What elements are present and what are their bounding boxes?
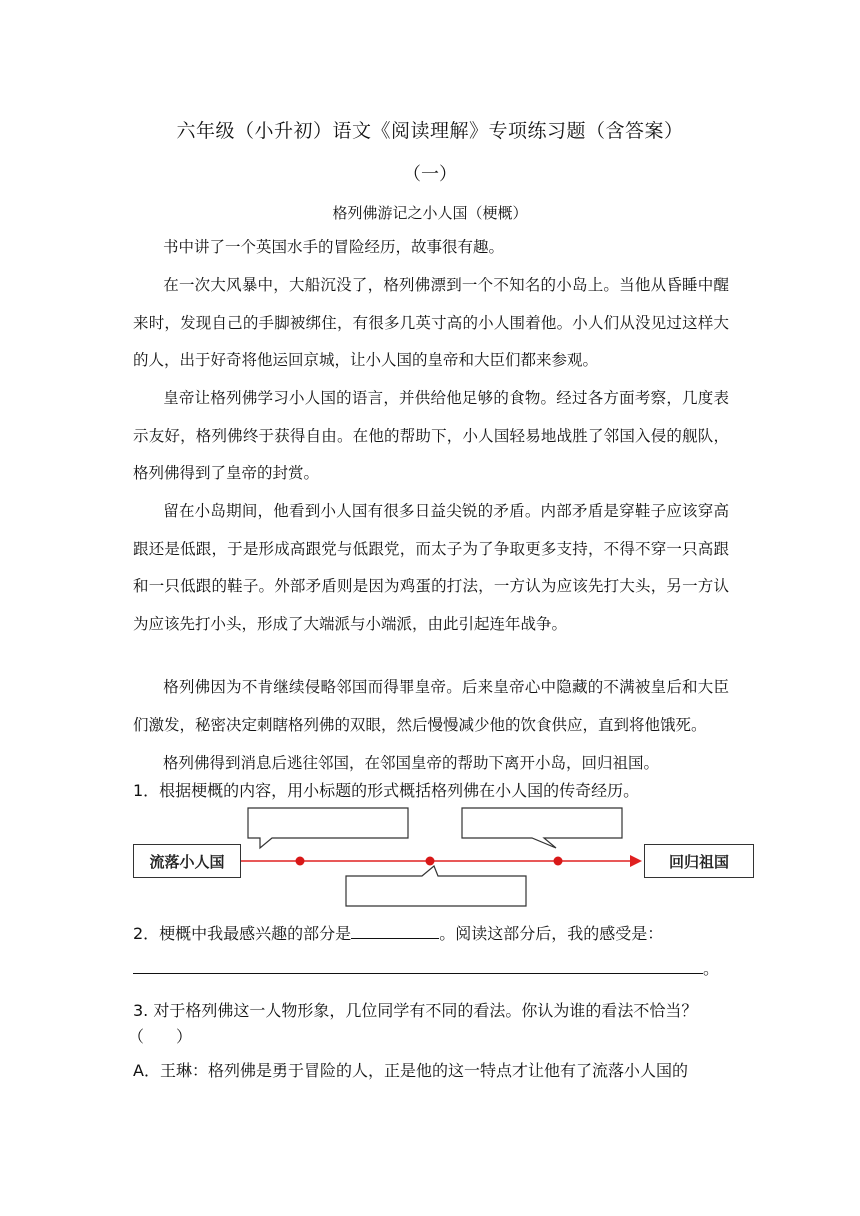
answer-box-3[interactable] [462, 808, 622, 848]
paragraph-1: 书中讲了一个英国水手的冒险经历，故事很有趣。 [163, 238, 505, 256]
answer-blank-2[interactable] [133, 955, 703, 974]
document-title: 六年级（小升初）语文《阅读理解》专项练习题（含答案） [176, 120, 684, 142]
timeline-end-label: 回归祖国 [644, 844, 754, 878]
timeline-diagram [132, 806, 756, 908]
option-a: A．王琳：格列佛是勇于冒险的人，正是他的这一特点才让他有了流落小人国的 [133, 1061, 688, 1080]
paragraph-4: 留在小岛期间，他看到小人国有很多日益尖锐的矛盾。内部矛盾是穿鞋子应该穿高跟还是低跟，于是形成高跟党与低跟党，而太子为了争取更多支持，不得不穿一只高跟和一只低跟的鞋子。外部矛盾则是因为鸡蛋的打法，一方认为应该先打大头，另一方认为应该先打小头，形成了大端派与小端派，由此引起连年战争。 [133, 502, 729, 634]
answer-blank-1[interactable] [351, 920, 439, 939]
paragraph-6: 格列佛得到消息后逃往邻国，在邻国皇帝的帮助下离开小岛，回归祖国。 [163, 754, 660, 772]
question-3: 3. 对于格列佛这一人物形象，几位同学有不同的看法。你认为谁的看法不恰当？ [133, 1001, 698, 1020]
question-1: 1．根据梗概的内容，用小标题的形式概括格列佛在小人国的传奇经历。 [133, 781, 640, 800]
question-3-paren: （ ） [128, 1027, 193, 1046]
timeline-dot-2 [426, 857, 435, 866]
question-2-answer-line: 。 [133, 950, 733, 988]
paragraph-3: 皇帝让格列佛学习小人国的语言，并供给他足够的食物。经过各方面考察，几度表示友好，格列佛终于获得自由。在他的帮助下，小人国轻易地战胜了邻国入侵的舰队，格列佛得到了皇帝的封赏。 [133, 389, 729, 483]
paragraph-2: 在一次大风暴中，大船沉没了，格列佛漂到一个不知名的小岛上。当他从昏睡中醒来时，发现自己的手脚被绑住，有很多几英寸高的小人围着他。小人们从没见过这样大的人，出于好奇将他运回京城，让小人国的皇帝和大臣们都来参观。 [133, 276, 729, 370]
timeline-arrow-icon [630, 855, 642, 867]
answer-box-2[interactable] [346, 866, 526, 906]
story-title: 格列佛游记之小人国（梗概） [332, 204, 528, 222]
question-2: 2．梗概中我最感兴趣的部分是 。阅读这部分后，我的感受是： [133, 915, 733, 953]
section-number: （一） [403, 164, 457, 185]
paragraph-5: 格列佛因为不肯继续侵略邻国而得罪皇帝。后来皇帝心中隐藏的不满被皇后和大臣们激发，秘密决定刺瞎格列佛的双眼，然后慢慢减少他的饮食供应，直到将他饿死。 [133, 678, 729, 734]
answer-box-1[interactable] [248, 808, 408, 848]
timeline-start-label: 流落小人国 [133, 844, 241, 878]
timeline-dot-3 [554, 857, 563, 866]
timeline-dot-1 [296, 857, 305, 866]
